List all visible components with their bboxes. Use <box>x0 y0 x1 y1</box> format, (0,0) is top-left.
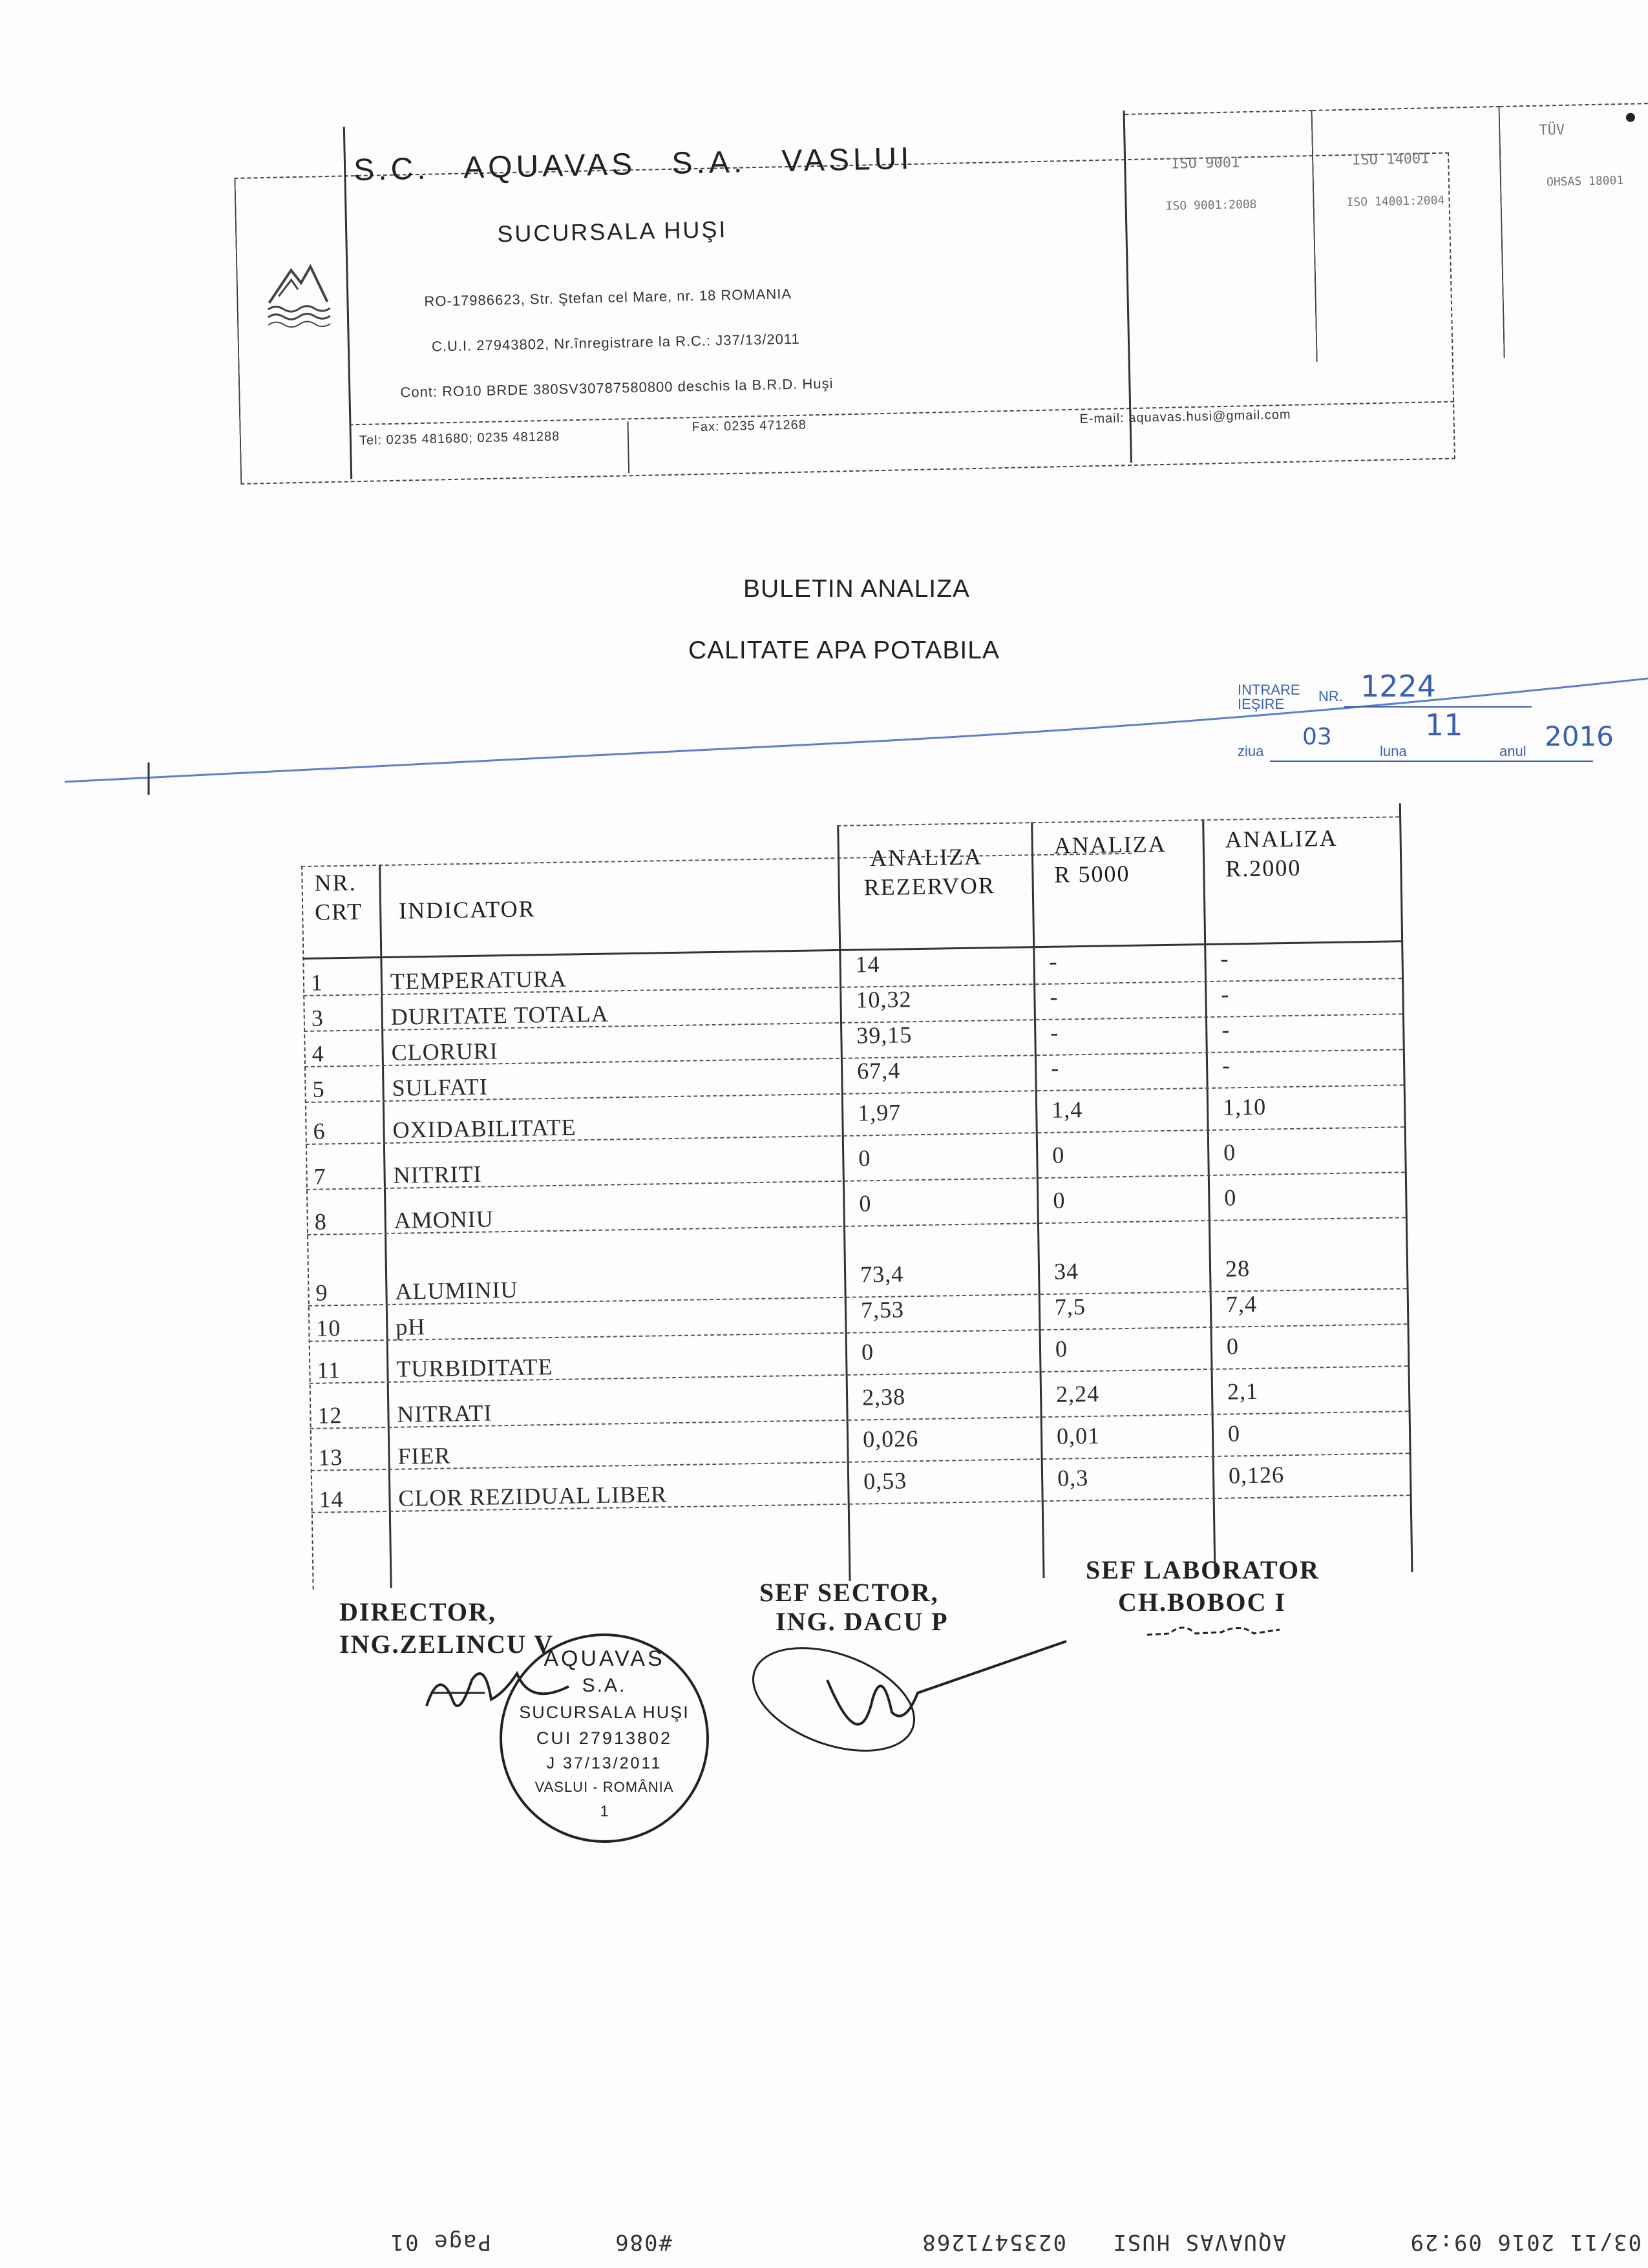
row-rezervor-value: 73,4 <box>860 1261 904 1288</box>
row-indicator: NITRATI <box>397 1400 492 1427</box>
row-r5000-value: 2,24 <box>1055 1380 1100 1407</box>
email-line: E-mail: aquavas.husi@gmail.com <box>1079 407 1291 426</box>
row-rezervor-value: 0 <box>861 1339 874 1365</box>
cert-2-sub: ISO 14001:2004 <box>1346 193 1445 209</box>
row-indicator: SULFATI <box>392 1073 489 1101</box>
row-nr: 6 <box>313 1118 326 1144</box>
row-nr: 10 <box>316 1315 341 1341</box>
stamp-line-1: AQUAVAS <box>544 1646 665 1671</box>
reg-nr-label: NR. <box>1318 688 1343 704</box>
director-title: DIRECTOR, <box>339 1597 496 1626</box>
reg-nr-value: 1224 <box>1360 669 1437 704</box>
account-line: Cont: RO10 BRDE 380SV30787580800 deschis la B.R.D. Huşi <box>400 375 834 401</box>
row-rezervor-value: 14 <box>855 950 880 978</box>
row-r2000-value: 0 <box>1227 1420 1241 1447</box>
cert-2-label: ISO 14001 <box>1351 151 1430 169</box>
row-indicator: NITRITI <box>393 1160 482 1188</box>
row-r5000-value: 0 <box>1053 1187 1066 1213</box>
row-r2000-value: - <box>1220 945 1229 972</box>
reg-zi-label: ziua <box>1238 743 1264 759</box>
row-r5000-value: 0,01 <box>1056 1422 1101 1449</box>
row-rezervor-value: 7,53 <box>860 1296 905 1323</box>
registration-stamp <box>1238 669 1614 772</box>
table-right-line <box>1399 803 1413 1572</box>
director-name: ING.ZELINCU V <box>339 1630 554 1659</box>
row-r5000-value: - <box>1050 1019 1059 1045</box>
row-nr: 8 <box>314 1208 328 1235</box>
stamp-line-6: VASLUI - ROMÂNIA <box>534 1779 674 1795</box>
row-r5000-value: - <box>1049 948 1058 974</box>
row-nr: 3 <box>311 1005 324 1031</box>
stamp-line-3: SUCURSALA HUŞI <box>519 1703 690 1722</box>
fax-page: Page 01 <box>389 2229 491 2255</box>
reg-zi-value: 03 <box>1302 724 1332 750</box>
reg-date-underline <box>1270 761 1593 762</box>
row-indicator: TURBIDITATE <box>396 1353 553 1382</box>
row-r2000-value: 7,4 <box>1225 1290 1258 1318</box>
header-r5000-line2: R 5000 <box>1054 860 1130 888</box>
fax-job: #086 <box>614 2229 672 2255</box>
table-top-line <box>301 853 1132 867</box>
table-col-divider-3 <box>1031 822 1044 1578</box>
row-nr: 1 <box>310 969 324 996</box>
header-r5000-line1: ANALIZA <box>1053 830 1167 859</box>
row-r5000-value: 0 <box>1055 1336 1068 1362</box>
row-nr: 9 <box>315 1279 328 1306</box>
row-rezervor-value: 67,4 <box>856 1057 901 1084</box>
reg-anul-label: anul <box>1499 743 1527 759</box>
row-r2000-value: - <box>1221 1052 1231 1078</box>
row-indicator: CLORURI <box>391 1038 498 1066</box>
row-indicator: pH <box>396 1314 426 1340</box>
sef-lab-signature <box>1144 1615 1286 1641</box>
row-r2000-value: 0,126 <box>1228 1462 1285 1489</box>
analysis-table <box>301 803 1441 1513</box>
header-rezervor-line1: ANALIZA <box>869 843 983 872</box>
row-nr: 5 <box>312 1076 325 1102</box>
reg-luna-value: 11 <box>1425 708 1463 742</box>
row-indicator: CLOR REZIDUAL LIBER <box>398 1481 668 1511</box>
cert-3-label: TÜV <box>1539 121 1565 139</box>
reg-label-iesire: IEŞIRE <box>1238 696 1285 712</box>
stamp-line-2: S.A. <box>582 1675 627 1696</box>
row-rezervor-value: 0,026 <box>862 1425 919 1453</box>
header-crt: CRT <box>314 898 363 925</box>
row-nr: 7 <box>313 1163 326 1190</box>
tel-line: Tel: 0235 481680; 0235 481288 <box>359 429 560 448</box>
row-r5000-value: - <box>1050 1055 1060 1081</box>
stamp-line-7: 1 <box>600 1803 609 1820</box>
row-nr: 12 <box>317 1402 343 1429</box>
company-branch: SUCURSALA HUŞI <box>496 216 728 247</box>
row-indicator: FIER <box>397 1442 451 1469</box>
reg-label-intrare: INTRARE <box>1238 682 1300 698</box>
sef-lab-name: CH.BOBOC I <box>1118 1588 1287 1617</box>
fax-sender: AQUAVAS HUSI <box>1112 2229 1286 2255</box>
row-rezervor-value: 0 <box>858 1145 871 1171</box>
stamp-line-5: J 37/13/2011 <box>546 1754 662 1772</box>
row-indicator: ALUMINIU <box>395 1276 518 1305</box>
fax-footer <box>0 2216 1648 2255</box>
sef-sector-title: SEF SECTOR, <box>759 1578 939 1607</box>
table-col-divider-4 <box>1202 819 1216 1575</box>
cert-1-sub: ISO 9001:2008 <box>1165 197 1257 213</box>
company-name: S.C. AQUAVAS S.A. VASLUI <box>353 141 914 188</box>
row-nr: 14 <box>319 1486 344 1513</box>
row-rezervor-value: 2,38 <box>861 1383 906 1411</box>
cert-1-label: ISO 9001 <box>1171 154 1240 173</box>
row-rezervor-value: 0,53 <box>863 1467 907 1495</box>
row-indicator: DURITATE TOTALA <box>390 1000 609 1030</box>
sef-sector-name: ING. DACU P <box>776 1607 949 1636</box>
registry-line: RO-17986623, Str. Ştefan cel Mare, nr. 18 ROMANIA <box>424 285 792 310</box>
row-rezervor-value: 1,97 <box>857 1099 902 1126</box>
fax-line: Fax: 0235 471268 <box>692 417 807 435</box>
fax-datetime: 03/11 2016 09:29 <box>1409 2229 1642 2255</box>
row-nr: 11 <box>317 1357 341 1383</box>
cert-box-iso14001 <box>1313 106 1505 362</box>
cert-box-iso9001 <box>1125 110 1318 366</box>
header-nr: NR. <box>314 869 357 896</box>
sef-sector-signature <box>743 1628 1079 1758</box>
row-r2000-value: 0 <box>1224 1184 1237 1211</box>
row-r2000-value: 2,1 <box>1227 1378 1259 1405</box>
row-indicator: AMONIU <box>394 1206 494 1234</box>
table-row-line <box>309 1323 1408 1342</box>
row-r2000-value: 0 <box>1226 1333 1240 1360</box>
header-r2000-line1: ANALIZA <box>1225 824 1338 853</box>
row-r2000-value: - <box>1221 981 1230 1007</box>
stamp-line-4: CUI 27913802 <box>536 1728 673 1748</box>
document-title: BULETIN ANALIZA <box>743 575 970 603</box>
row-r5000-value: 0,3 <box>1057 1464 1089 1491</box>
letterhead <box>233 78 1624 490</box>
round-stamp <box>494 1628 714 1848</box>
document-subtitle: CALITATE APA POTABILA <box>688 636 1000 664</box>
sef-lab-title: SEF LABORATOR <box>1086 1555 1320 1584</box>
header-rezervor-line2: REZERVOR <box>863 872 996 901</box>
fax-number: 0235471268 <box>921 2229 1066 2255</box>
row-nr: 13 <box>318 1444 343 1471</box>
reg-luna-label: luna <box>1380 743 1407 759</box>
row-nr: 4 <box>312 1040 324 1067</box>
row-r2000-value: - <box>1221 1016 1231 1043</box>
cert-3-sub: OHSAS 18001 <box>1546 173 1624 189</box>
cert-box-tuv <box>1500 102 1648 358</box>
row-r2000-value: 28 <box>1225 1255 1251 1282</box>
row-r5000-value: 34 <box>1053 1258 1079 1285</box>
header-indicator: INDICATOR <box>398 896 536 924</box>
reg-anul-value: 2016 <box>1545 720 1614 752</box>
row-indicator: TEMPERATURA <box>390 965 567 994</box>
row-r2000-value: 1,10 <box>1222 1093 1267 1120</box>
table-col-divider-2 <box>837 825 850 1581</box>
cui-line: C.U.I. 27943802, Nr.înregistrare la R.C.: J37/13/2011 <box>431 330 800 355</box>
row-rezervor-value: 0 <box>859 1190 872 1217</box>
row-r5000-value: - <box>1050 983 1059 1010</box>
header-r2000-line2: R.2000 <box>1225 854 1302 882</box>
row-indicator: OXIDABILITATE <box>392 1114 576 1143</box>
table-head-bottom-line <box>302 940 1401 960</box>
row-r5000-value: 7,5 <box>1054 1294 1086 1320</box>
row-rezervor-value: 39,15 <box>856 1022 913 1049</box>
row-r5000-value: 1,4 <box>1051 1097 1083 1123</box>
aquavas-logo-icon <box>262 257 334 329</box>
row-r5000-value: 0 <box>1051 1142 1065 1168</box>
row-r2000-value: 0 <box>1223 1139 1236 1166</box>
row-rezervor-value: 10,32 <box>856 986 912 1013</box>
